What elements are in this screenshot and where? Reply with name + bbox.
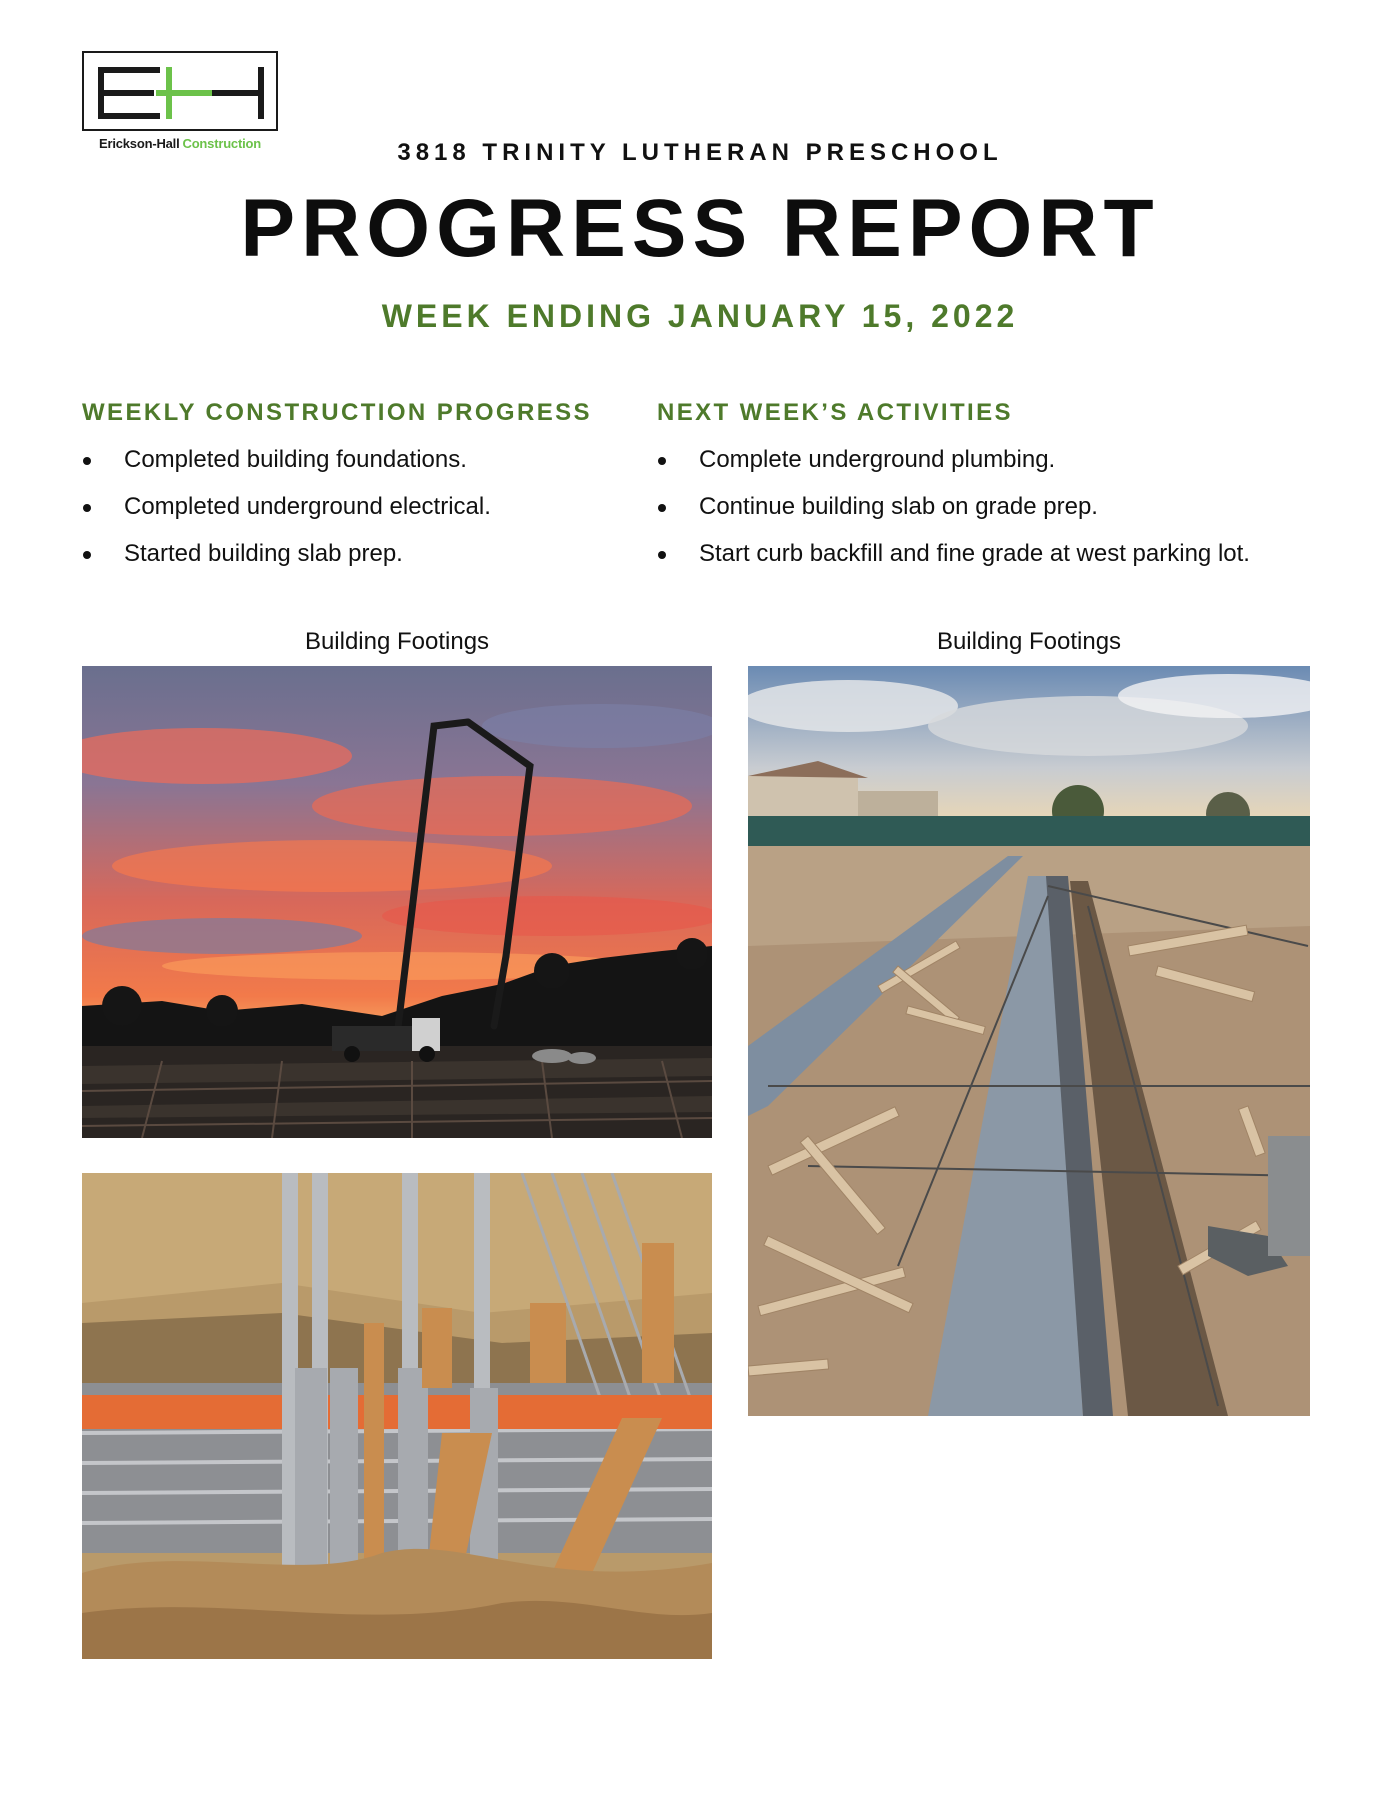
weekly-progress-list xyxy=(82,445,491,586)
next-week-heading: NEXT WEEK’S ACTIVITIES xyxy=(657,399,1013,426)
company-name-primary: Erickson-Hall xyxy=(99,136,180,151)
next-week-list xyxy=(657,445,1250,586)
eh-logo-mark xyxy=(84,53,280,133)
report-title: PROGRESS REPORT xyxy=(240,183,1160,274)
list-item-text: Started building slab prep. xyxy=(124,540,403,567)
bullet-icon xyxy=(83,504,91,512)
list-item-text: Continue building slab on grade prep. xyxy=(699,493,1098,520)
list-item-text: Complete underground plumbing. xyxy=(699,446,1056,473)
bullet-icon xyxy=(658,551,666,559)
bullet-icon xyxy=(658,504,666,512)
bullet-icon xyxy=(83,457,91,465)
company-logo xyxy=(82,51,278,131)
list-item xyxy=(657,492,1250,539)
project-name: 3818 TRINITY LUTHERAN PRESCHOOL xyxy=(397,139,1003,166)
photo-footings-sunset xyxy=(82,666,712,1138)
list-item-text: Start curb backfill and fine grade at west parking lot. xyxy=(699,540,1250,567)
photo-footings-trench xyxy=(748,666,1310,1416)
photo-caption-right: Building Footings xyxy=(936,628,1122,655)
list-item xyxy=(657,445,1250,492)
bullet-icon xyxy=(658,457,666,465)
list-item xyxy=(82,445,491,492)
list-item-text: Completed building foundations. xyxy=(124,446,467,473)
company-name-secondary: Construction xyxy=(182,136,261,151)
list-item xyxy=(82,539,491,586)
week-ending: WEEK ENDING JANUARY 15, 2022 xyxy=(381,298,1019,334)
photo-caption-left: Building Footings xyxy=(304,628,490,655)
list-item xyxy=(82,492,491,539)
bullet-icon xyxy=(83,551,91,559)
photo-underground-electrical xyxy=(82,1173,712,1659)
weekly-progress-heading: WEEKLY CONSTRUCTION PROGRESS xyxy=(82,399,592,426)
list-item xyxy=(657,539,1250,586)
list-item-text: Completed underground electrical. xyxy=(124,493,491,520)
